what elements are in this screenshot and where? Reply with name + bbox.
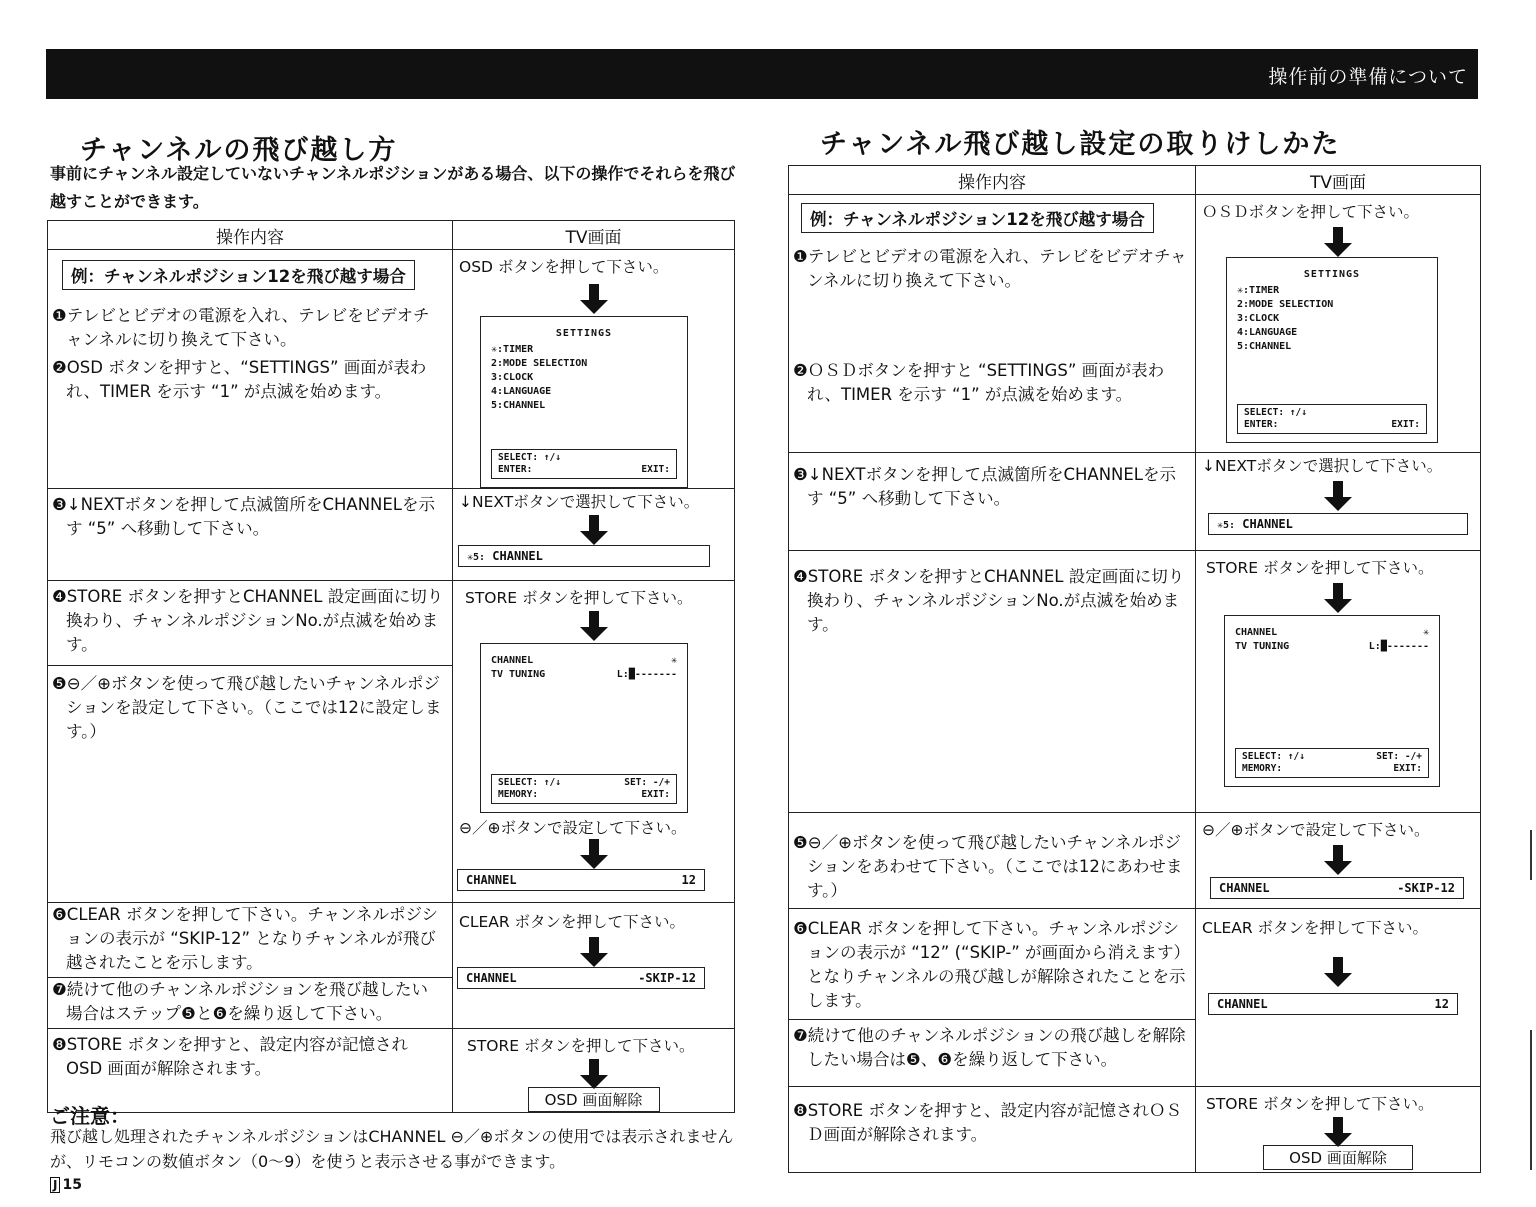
settings-title: SETTINGS bbox=[555, 328, 613, 339]
down-arrow-icon bbox=[1324, 599, 1352, 613]
right-table bbox=[788, 165, 1481, 1173]
down-arrow-icon bbox=[580, 855, 608, 869]
left-table bbox=[47, 220, 735, 1113]
down-arrow-icon bbox=[580, 953, 608, 967]
header-bar bbox=[46, 49, 1478, 99]
channel-foot: SELECT: ↑/↓ SET: -/+ MEMORY: EXIT: bbox=[491, 774, 677, 804]
right-channel-bar-skip: CHANNEL -SKIP-12 bbox=[1210, 877, 1464, 899]
page-edge-mark bbox=[1530, 830, 1532, 880]
channel-bar-12: CHANNEL 12 bbox=[457, 869, 705, 891]
settings-item-1: ✳︎:TIMER bbox=[491, 344, 534, 355]
right-step8: ❽STORE ボタンを押すと、設定内容が記憶されＯＳＤ画面が解除されます。 bbox=[793, 1101, 1182, 1144]
down-arrow-icon bbox=[1324, 861, 1352, 875]
left-step8: ❽STORE ボタンを押すと、設定内容が記憶されOSD 画面が解除されます。 bbox=[52, 1035, 408, 1078]
left-tv-next: ↓NEXTボタンで選択して下さい。 bbox=[459, 493, 700, 511]
left-tv-store2: STORE ボタンを押して下さい。 bbox=[467, 1037, 695, 1055]
left-title: チャンネルの飛び越し方 bbox=[80, 135, 398, 166]
left-intro: 事前にチャンネル設定していないチャンネルポジションがある場合、以下の操作でそれらを飛び越すことができます。 bbox=[50, 164, 736, 211]
right-release: OSD 画面解除 bbox=[1263, 1145, 1413, 1170]
left-step2: ❷OSD ボタンを押すと、“SETTINGS” 画面が表われ、TIMER を示す “1” が点滅を始めます。 bbox=[52, 358, 427, 401]
channel-bar-skip: CHANNEL -SKIP-12 bbox=[457, 967, 705, 989]
left-step3: ❸↓NEXTボタンを押して点滅箇所をCHANNELを示す “5” へ移動して下さい。 bbox=[52, 495, 435, 538]
page-edge-mark bbox=[1530, 1030, 1532, 1170]
left-release: OSD 画面解除 bbox=[528, 1087, 660, 1112]
right-step1: ❶テレビとビデオの電源を入れ、テレビをビデオチャンネルに切り換えて下さい。 bbox=[793, 247, 1187, 290]
left-step1: ❶テレビとビデオの電源を入れ、テレビをビデオチャンネルに切り換えて下さい。 bbox=[52, 306, 430, 349]
left-tv-clear: CLEAR ボタンを押して下さい。 bbox=[459, 913, 686, 931]
down-arrow-icon bbox=[580, 531, 608, 545]
right-tv-next: ↓NEXTボタンで選択して下さい。 bbox=[1202, 457, 1443, 475]
right-step2: ❷ＯＳＤボタンを押すと “SETTINGS” 画面が表われ、TIMER を示す “1” が点滅を始めます。 bbox=[793, 361, 1165, 404]
settings-item-4: 4:LANGUAGE bbox=[491, 386, 552, 397]
settings-item-3: 3:CLOCK bbox=[491, 372, 534, 383]
page-number: J 15 bbox=[50, 1177, 82, 1193]
left-step7: ❼続けて他のチャンネルポジションを飛び越したい場合はステップ❺と❻を繰り返して下さい。 bbox=[52, 980, 429, 1023]
left-step5: ❺⊖／⊕ボタンを使って飛び越したいチャンネルポジションを設定して下さい。（ここでは12に設定します。） bbox=[52, 674, 442, 741]
header-text: 操作前の準備について bbox=[1268, 66, 1468, 88]
right-channel-bar-12: CHANNEL 12 bbox=[1208, 993, 1458, 1015]
left-tv-set: ⊖／⊕ボタンで設定して下さい。 bbox=[459, 819, 687, 837]
right-example: 例：チャンネルポジション12を飛び越す場合 bbox=[801, 203, 1154, 233]
right-tv-store2: STORE ボタンを押して下さい。 bbox=[1206, 1095, 1434, 1113]
left-step6: ❻CLEAR ボタンを押して下さい。チャンネルポジションの表示が “SKIP-12” となりチャンネルが飛び越されたことを示します。 bbox=[52, 905, 439, 972]
right-channel-screen: CHANNEL ✳︎ TV TUNING L:█------- SELECT: ↑/↓ SET: -/+ MEMORY: EXIT: bbox=[1224, 615, 1440, 787]
down-arrow-icon bbox=[1324, 497, 1352, 511]
right-col-ops: 操作内容 bbox=[789, 166, 1196, 195]
right-tv-store: STORE ボタンを押して下さい。 bbox=[1206, 559, 1434, 577]
channel-screen: CHANNEL ✳︎ TV TUNING L:█------- SELECT: ↑/↓ SET: -/+ MEMORY: EXIT: bbox=[480, 643, 688, 813]
down-arrow-icon bbox=[580, 1075, 608, 1089]
settings-item-5: 5:CHANNEL bbox=[491, 400, 546, 411]
down-arrow-icon bbox=[1324, 1133, 1352, 1147]
left-col-ops: 操作内容 bbox=[48, 221, 453, 250]
left-col-tv: TV画面 bbox=[453, 221, 735, 250]
down-arrow-icon bbox=[1324, 243, 1352, 257]
right-tv-osd: ＯＳＤボタンを押して下さい。 bbox=[1202, 203, 1420, 221]
notice-text: 飛び越し処理されたチャンネルポジションはCHANNEL ⊖／⊕ボタンの使用では表示されませんが、リモコンの数値ボタン（0～9）を使うと表示させる事ができます。 bbox=[50, 1127, 734, 1171]
right-step5: ❺⊖／⊕ボタンを使って飛び越したいチャンネルポジションをあわせて下さい。（ここでは12にあわせます。） bbox=[793, 833, 1183, 900]
settings-item-2: 2:MODE SELECTION bbox=[491, 358, 588, 369]
down-arrow-icon bbox=[580, 300, 608, 314]
right-channel-bar: ✳︎5: CHANNEL bbox=[1208, 513, 1468, 535]
right-settings-screen: SETTINGS ✳︎:TIMER 2:MODE SELECTION 3:CLOCK 4:LANGUAGE 5:CHANNEL SELECT: ↑/↓ ENTER: EXIT: bbox=[1226, 257, 1438, 443]
down-arrow-icon bbox=[580, 627, 608, 641]
right-step6: ❻CLEAR ボタンを押して下さい。チャンネルポジションの表示が “12” (“SKIP-” が画面から消えます）となりチャンネルの飛び越しが解除されたことを示します。 bbox=[793, 919, 1186, 1010]
right-title: チャンネル飛び越し設定の取りけしかた bbox=[820, 129, 1341, 160]
settings-foot: SELECT: ↑/↓ ENTER: EXIT: bbox=[491, 449, 677, 479]
left-tv-store: STORE ボタンを押して下さい。 bbox=[465, 589, 693, 607]
right-tv-set: ⊖／⊕ボタンで設定して下さい。 bbox=[1202, 821, 1430, 839]
right-step3: ❸↓NEXTボタンを押して点滅箇所をCHANNELを示す “5” へ移動して下さい。 bbox=[793, 465, 1176, 508]
right-tv-clear: CLEAR ボタンを押して下さい。 bbox=[1202, 919, 1429, 937]
down-arrow-icon bbox=[1324, 973, 1352, 987]
left-example: 例：チャンネルポジション12を飛び越す場合 bbox=[62, 260, 415, 290]
left-tv-osd: OSD ボタンを押して下さい。 bbox=[459, 258, 669, 276]
channel-bar: ✳︎5: CHANNEL bbox=[458, 545, 710, 567]
right-step7: ❼続けて他のチャンネルポジションの飛び越しを解除したい場合は❺、❻を繰り返して下さい。 bbox=[793, 1026, 1186, 1069]
left-step4: ❹STORE ボタンを押すとCHANNEL 設定画面に切り換わり、チャンネルポジションNo.が点滅を始めます。 bbox=[52, 587, 444, 654]
right-step4: ❹STORE ボタンを押すとCHANNEL 設定画面に切り換わり、チャンネルポジションNo.が点滅を始めます。 bbox=[793, 567, 1185, 634]
notice-title: ご注意： bbox=[50, 1104, 130, 1128]
right-col-tv: TV画面 bbox=[1196, 166, 1481, 195]
settings-screen bbox=[480, 316, 688, 488]
